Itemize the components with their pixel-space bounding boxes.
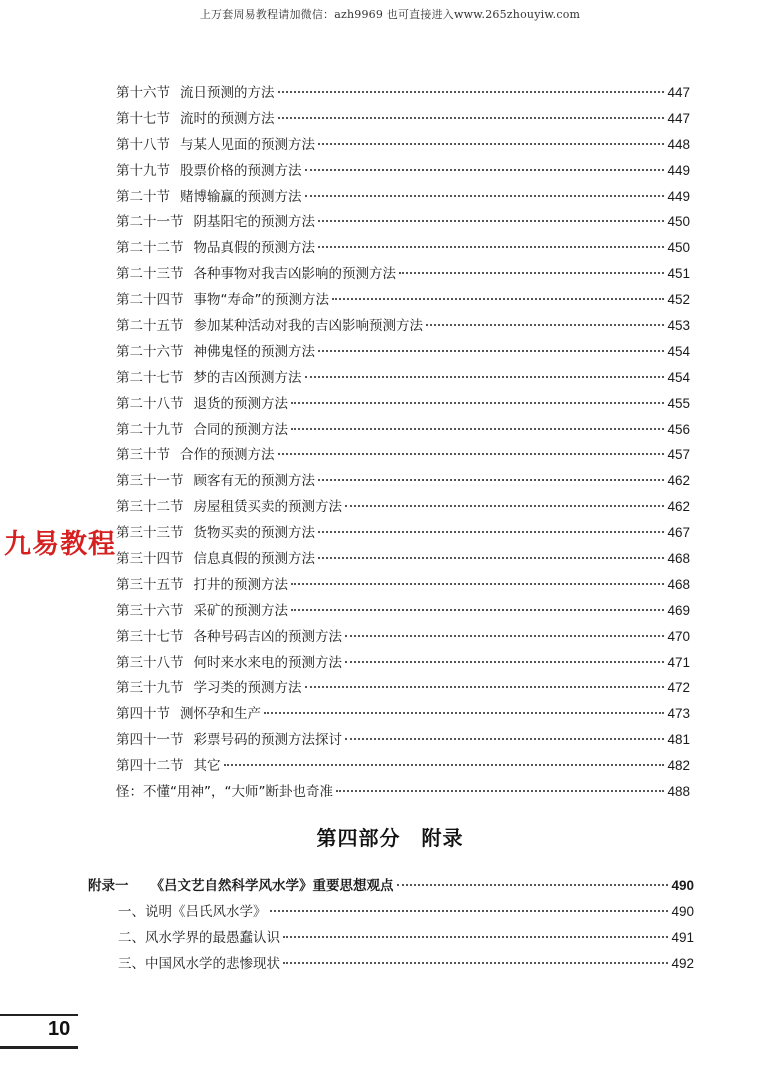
toc-title: 流时的预测方法 [180,110,275,127]
toc-section-number: 第四十节 [116,706,170,723]
toc-title: 合作的预测方法 [180,447,275,464]
toc-page-number: 457 [667,447,690,463]
leader-dots [318,350,664,352]
appendix-item-page: 490 [671,904,694,919]
toc-section-number: 第三十一节 [116,473,184,490]
leader-dots [305,169,665,171]
appendix-item-page: 491 [671,930,694,945]
toc-section-number: 第十六节 [116,85,170,101]
toc-row [116,727,690,753]
toc-page-number: 468 [667,576,690,592]
toc-page-number: 449 [667,188,690,204]
toc-title: 采矿的预测方法 [193,602,288,619]
toc-page-number: 451 [667,266,690,282]
toc-title: 赌博输赢的预测方法 [180,188,302,205]
toc-section-number: 第二十节 [116,188,170,205]
leader-dots [224,764,665,766]
toc-section-number: 第十七节 [116,110,170,127]
leader-dots [336,790,664,792]
toc-section-number: 第十八节 [116,136,170,153]
toc-section-number: 第三十九节 [116,680,184,697]
leader-dots [332,298,664,300]
leader-dots [283,962,668,964]
toc-page-number: 447 [667,85,690,100]
toc-page-number: 481 [667,732,690,748]
toc-title: 测怀孕和生产 [180,706,261,723]
toc-page-number: 450 [667,214,690,230]
toc-section-number: 第二十七节 [116,369,184,386]
appendix-item-row [88,899,694,925]
toc-title: 流日预测的方法 [180,85,275,101]
appendix-item-title: 二、风水学界的最愚蠢认识 [118,930,280,946]
leader-dots [397,884,669,886]
table-of-contents [116,80,690,805]
appendix-main-row [88,873,694,899]
appendix-title: 《吕文艺自然科学风水学》重要思想观点 [150,878,394,894]
leader-dots [345,661,664,663]
leader-dots [270,910,669,912]
toc-row [116,80,690,106]
toc-page-number: 449 [667,162,690,178]
footer-rule [0,1046,78,1049]
toc-page-number: 467 [667,525,690,541]
toc-title: 事物“寿命”的预测方法 [193,292,329,309]
toc-section-number: 第二十五节 [116,318,184,335]
leader-dots [283,936,668,938]
toc-title: 物品真假的预测方法 [193,240,315,257]
toc-section-number: 第二十四节 [116,292,184,309]
leader-dots [278,117,665,119]
toc-section-number: 第三十四节 [116,551,184,568]
toc-section-number: 第三十七节 [116,628,184,645]
toc-title: 合同的预测方法 [193,421,288,438]
toc-section-number: 第二十三节 [116,266,184,283]
toc-title: 阴基阳宅的预测方法 [193,214,315,231]
toc-title: 房屋租赁买卖的预测方法 [193,499,342,516]
leader-dots [345,738,664,740]
toc-title: 各种号码吉凶的预测方法 [193,628,342,645]
leader-dots [305,686,665,688]
toc-title: 信息真假的预测方法 [193,551,315,568]
appendix-item-row [88,925,694,951]
toc-title: 货物买卖的预测方法 [193,525,315,542]
toc-row [116,779,690,805]
toc-page-number: 473 [667,706,690,722]
leader-dots [278,91,665,93]
toc-row [116,391,690,417]
toc-row [116,753,690,779]
toc-section-number: 第二十六节 [116,343,184,360]
appendix-label: 附录一 [88,878,129,894]
toc-row [116,235,690,261]
toc-row [116,572,690,598]
toc-page-number: 482 [667,758,690,774]
toc-page-number: 452 [667,292,690,308]
leader-dots [399,272,664,274]
toc-title: 打井的预测方法 [193,576,288,593]
toc-page-number: 472 [667,680,690,696]
toc-title: 学习类的预测方法 [193,680,302,697]
toc-row [116,624,690,650]
toc-section-number: 第二十九节 [116,421,184,438]
leader-dots [318,479,664,481]
leader-dots [318,220,664,222]
toc-row [116,365,690,391]
toc-row [116,313,690,339]
appendix-item-page: 492 [671,956,694,971]
toc-page-number: 450 [667,240,690,256]
toc-title: 彩票号码的预测方法探讨 [193,732,342,749]
leader-dots [264,712,664,714]
leader-dots [426,324,664,326]
toc-section-number: 第十九节 [116,162,170,179]
toc-title: 参加某种活动对我的吉凶影响预测方法 [193,318,423,335]
toc-title: 顾客有无的预测方法 [193,473,315,490]
appendix-item-title: 三、中国风水学的悲惨现状 [118,956,280,972]
toc-section-number: 第二十一节 [116,214,184,231]
toc-title: 股票价格的预测方法 [180,162,302,179]
toc-row [116,209,690,235]
toc-section-number: 第四十一节 [116,732,184,749]
leader-dots [291,609,664,611]
watermark-text: 九易教程 [4,529,116,560]
toc-page-number: 455 [667,395,690,411]
leader-dots [318,557,664,559]
toc-section-number: 第三十五节 [116,576,184,593]
leader-dots [318,531,664,533]
appendix-page: 490 [671,878,694,893]
toc-row [116,132,690,158]
toc-section-number: 第三十三节 [116,525,184,542]
toc-row [116,468,690,494]
footer-rule [0,1014,78,1016]
toc-page-number: 462 [667,473,690,489]
appendix-item-row [88,951,694,977]
toc-page-number: 462 [667,499,690,515]
leader-dots [318,246,664,248]
header-note: 上万套周易教程请加微信：azh9969 也可直接进入www.265zhouyiw.com [199,8,581,21]
part-title: 第四部分 附录 [316,826,464,850]
toc-title: 与某人见面的预测方法 [180,136,315,153]
toc-section-number: 第三十节 [116,447,170,464]
toc-section-number: 第三十二节 [116,499,184,516]
toc-row [116,158,690,184]
toc-row [116,339,690,365]
toc-page-number: 447 [667,110,690,126]
toc-row [116,520,690,546]
toc-page-number: 454 [667,369,690,385]
leader-dots [291,583,664,585]
toc-title: 各种事物对我吉凶影响的预测方法 [193,266,396,283]
toc-section-number: 第四十二节 [116,758,184,775]
toc-page-number: 488 [667,784,690,800]
toc-page-number: 469 [667,602,690,618]
toc-section-number: 第二十二节 [116,240,184,257]
leader-dots [305,376,665,378]
leader-dots [278,453,665,455]
toc-page-number: 468 [667,551,690,567]
toc-title: 其它 [193,758,221,775]
toc-section-number: 第二十八节 [116,395,184,412]
toc-section-number: 第三十八节 [116,654,184,671]
toc-row [116,675,690,701]
toc-row [116,261,690,287]
toc-row [116,546,690,572]
toc-row [116,598,690,624]
toc-row [116,287,690,313]
toc-row [116,494,690,520]
toc-row [116,650,690,676]
toc-row [116,184,690,210]
leader-dots [291,428,664,430]
leader-dots [345,505,664,507]
toc-page-number: 470 [667,628,690,644]
toc-title: 梦的吉凶预测方法 [193,369,302,386]
appendix-list [88,873,694,977]
leader-dots [305,195,665,197]
toc-page-number: 454 [667,343,690,359]
page-number: 10 [48,1018,71,1040]
toc-page-number: 448 [667,136,690,152]
toc-title: 神佛鬼怪的预测方法 [193,343,315,360]
toc-title: 何时来水来电的预测方法 [193,654,342,671]
leader-dots [291,402,664,404]
toc-row [116,701,690,727]
toc-title: 怪：不懂“用神”，“大师”断卦也奇准 [116,784,333,801]
appendix-item-title: 一、说明《吕氏风水学》 [118,904,267,920]
toc-title: 退货的预测方法 [193,395,288,412]
toc-page-number: 471 [667,654,690,670]
toc-row [116,417,690,443]
leader-dots [318,143,664,145]
toc-page-number: 456 [667,421,690,437]
toc-row [116,106,690,132]
toc-row [116,442,690,468]
toc-section-number: 第三十六节 [116,602,184,619]
leader-dots [345,635,664,637]
toc-page-number: 453 [667,318,690,334]
